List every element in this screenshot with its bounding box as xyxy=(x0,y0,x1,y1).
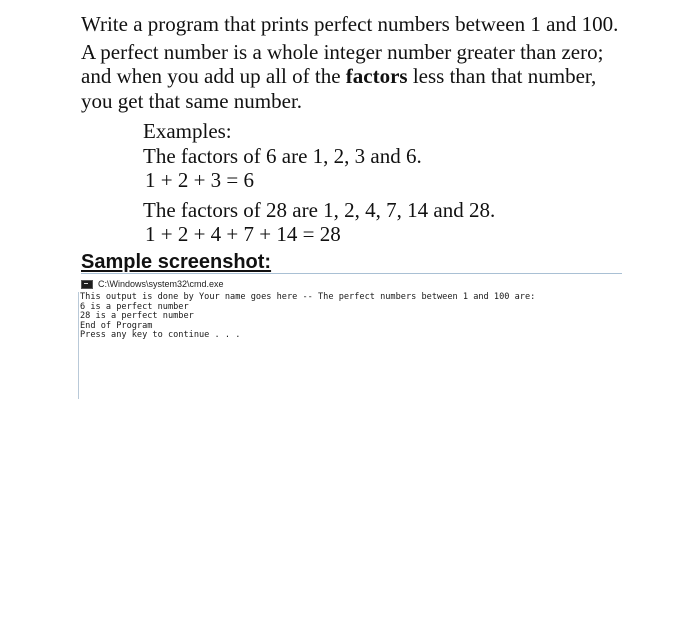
example-6-equation: 1 + 2 + 3 = 6 xyxy=(145,168,255,192)
console-titlebar xyxy=(81,277,224,291)
console-line: Press any key to continue . . . xyxy=(80,330,241,341)
example-6-text: The factors of 6 are 1, 2, 3 and 6. xyxy=(143,144,422,168)
examples-label: Examples: xyxy=(143,119,232,143)
sample-screenshot-heading: Sample screenshot: xyxy=(81,251,272,273)
factors-bold-word: factors xyxy=(345,64,408,88)
console-border xyxy=(78,292,79,399)
problem-line-3 xyxy=(81,64,596,88)
console-window xyxy=(78,275,624,399)
problem-line-3-after: less than that number, xyxy=(407,64,597,88)
console-line: End of Program xyxy=(80,320,153,331)
console-line: This output is done by Your name goes here -- The perfect numbers between 1 and 100 are: xyxy=(80,292,536,302)
problem-line-2: A perfect number is a whole integer number greater than zero; xyxy=(81,40,604,64)
heading-rule xyxy=(81,273,622,274)
cmd-window-icon xyxy=(81,280,93,289)
console-line: 6 is a perfect number xyxy=(80,301,189,312)
console-title: C:\Windows\system32\cmd.exe xyxy=(98,279,224,289)
problem-line-3-before: and when you add up all of the xyxy=(81,64,346,88)
problem-line-4: you get that same number. xyxy=(81,89,303,113)
example-28-equation: 1 + 2 + 4 + 7 + 14 = 28 xyxy=(145,222,341,246)
example-28-text: The factors of 28 are 1, 2, 4, 7, 14 and 28. xyxy=(143,198,496,222)
console-output xyxy=(80,293,535,341)
console-line: 28 is a perfect number xyxy=(80,311,194,322)
problem-line-1: Write a program that prints perfect numbers between 1 and 100. xyxy=(81,12,619,36)
